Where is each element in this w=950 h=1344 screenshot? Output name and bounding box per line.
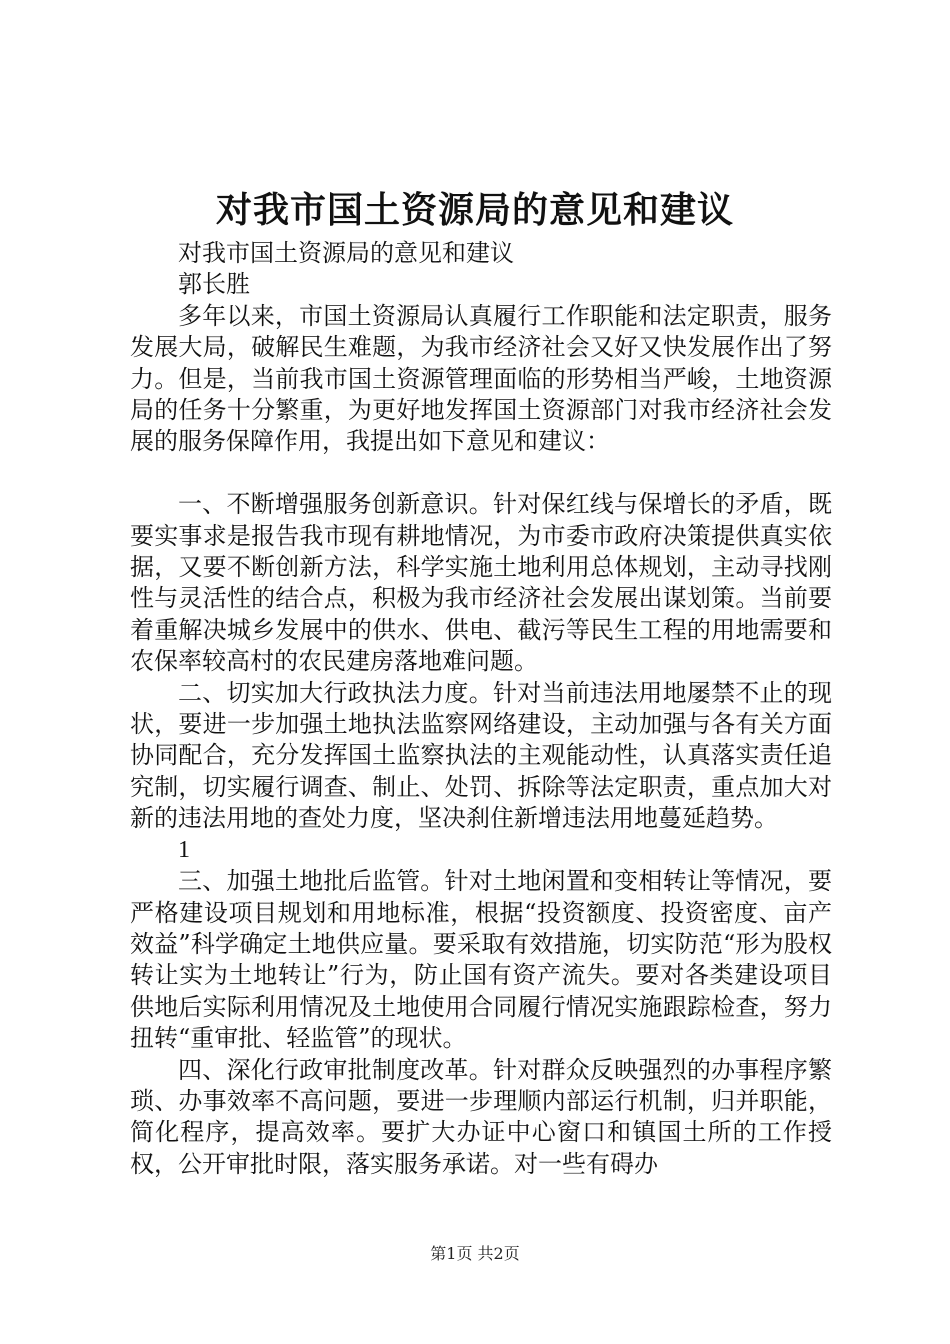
point-three-paragraph: 三、加强土地批后监管。针对土地闲置和变相转让等情况，要严格建设项目规划和用地标准，根据“投资额度、投资密度、亩产效益”科学确定土地供应量。要采取有效措施，切实防范“形为股权转让实为土地转让”行为，防止国有资产流失。要对各类建设项目供地后实际利用情况及土地使用合同履行情况实施跟踪检查，努力扭转“重审批、轻监管”的现状。 [130, 867, 832, 1053]
point-one-paragraph: 一、不断增强服务创新意识。针对保红线与保增长的矛盾，既要实事求是报告我市现有耕地情况，为市委市政府决策提供真实依据，又要不断创新方法，科学实施土地利用总体规划，主动寻找刚性与灵活性的结合点，积极为我市经济社会发展出谋划策。当前要着重解决城乡发展中的供水、供电、截污等民生工程的用地需要和农保率较高村的农民建房落地难问题。 [130, 490, 832, 676]
intro-paragraph: 多年以来，市国土资源局认真履行工作职能和法定职责，服务发展大局，破解民生难题，为我市经济社会又好又快发展作出了努力。但是，当前我市国土资源管理面临的形势相当严峻，土地资源局的任务十分繁重，为更好地发挥国土资源部门对我市经济社会发展的服务保障作用，我提出如下意见和建议： [130, 301, 832, 456]
inline-page-number: 1 [178, 836, 190, 863]
point-four-paragraph: 四、深化行政审批制度改革。针对群众反映强烈的办事程序繁琐、办事效率不高问题，要进一步理顺内部运行机制，归并职能，简化程序，提高效率。要扩大办证中心窗口和镇国土所的工作授权，公开审批时限，落实服务承诺。对一些有碍办 [130, 1055, 832, 1178]
subtitle-paragraph: 对我市国土资源局的意见和建议 [178, 239, 514, 267]
point-two-paragraph: 二、切实加大行政执法力度。针对当前违法用地屡禁不止的现状，要进一步加强土地执法监察网络建设，主动加强与各有关方面协同配合，充分发挥国土监察执法的主观能动性，认真落实责任追究制，切实履行调查、制止、处罚、拆除等法定职责，重点加大对新的违法用地的查处力度，坚决刹住新增违法用地蔓延趋势。 [130, 678, 832, 833]
page-footer: 第1页 共2页 [430, 1244, 520, 1263]
document-body [130, 238, 832, 1180]
author-paragraph: 郭长胜 [178, 270, 250, 299]
document-title: 对我市国土资源局的意见和建议 [215, 189, 734, 231]
blank-line [130, 458, 832, 489]
